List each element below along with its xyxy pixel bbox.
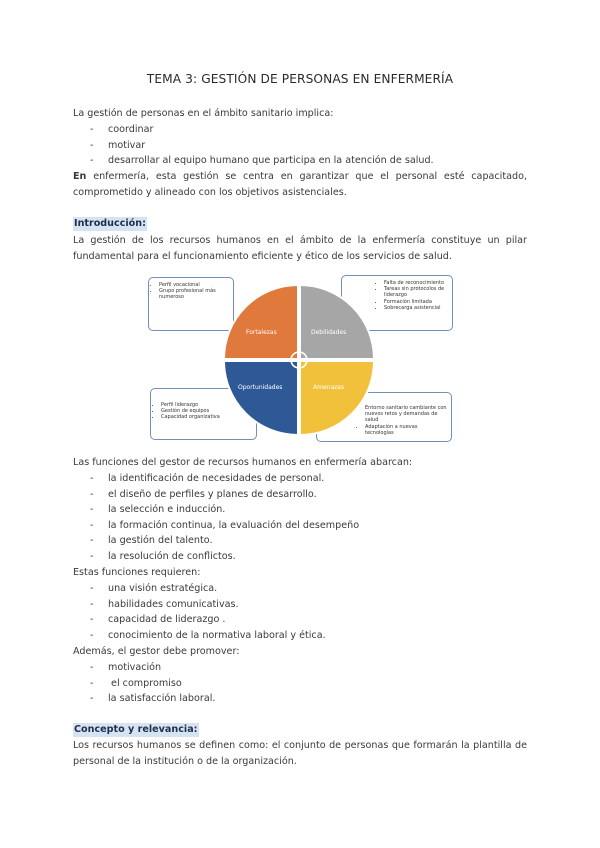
concepto-heading: Concepto y relevancia: xyxy=(74,724,198,735)
list-item: - motivación xyxy=(73,660,215,676)
list-item: • Adaptación a nuevas tecnologías xyxy=(365,424,447,436)
list-item: - la gestión del talento. xyxy=(73,533,359,549)
list-item: • Perfil liderazgo xyxy=(161,402,252,408)
list-item: - capacidad de liderazgo . xyxy=(73,612,326,628)
requieren-lead: Estas funciones requieren: xyxy=(73,567,201,578)
oportunidades-slice xyxy=(224,361,298,435)
list-item: - la resolución de conflictos. xyxy=(73,549,359,565)
list-item: • Perfil vocacional xyxy=(159,282,229,288)
list-item: • Grupo profesional más numeroso xyxy=(159,288,229,300)
funciones-list xyxy=(73,471,359,565)
introduccion-text: La gestión de los recursos humanos en el ámbito de la enfermería constituye un pilar fundamental para el funcionamiento eficiente y ético de los servicios de salud. xyxy=(73,235,527,262)
introduccion-heading: Introducción: xyxy=(74,218,146,229)
list-item: - el compromiso xyxy=(73,676,215,692)
requieren-list xyxy=(73,581,326,643)
amenazas-label: Amenazas xyxy=(313,384,345,391)
list-item: - el diseño de perfiles y planes de desarrollo. xyxy=(73,487,359,503)
list-item: • Entorno sanitario cambiante con nuevos retos y demandas de salud xyxy=(365,405,447,424)
list-item: - la formación continua, la evaluación del desempeño xyxy=(73,518,359,534)
debilidades-slice xyxy=(300,285,374,359)
list-item: - coordinar xyxy=(73,122,434,138)
list-item: • Falta de reconocimiento xyxy=(384,280,448,286)
list-item: • Gestión de equipos xyxy=(161,408,252,414)
list-item: - habilidades comunicativas. xyxy=(73,597,326,613)
intro-list xyxy=(73,122,434,169)
page-title: TEMA 3: GESTIÓN DE PERSONAS EN ENFERMERÍA xyxy=(146,72,454,86)
promover-lead: Además, el gestor debe promover: xyxy=(73,646,240,657)
list-item: - motivar xyxy=(73,138,434,154)
list-item: • Formación limitada xyxy=(384,299,448,305)
amenazas-slice xyxy=(300,361,374,435)
promover-list xyxy=(73,660,215,707)
funciones-lead: Las funciones del gestor de recursos humanos en enfermería abarcan: xyxy=(73,457,413,468)
list-item: • Sobrecarga asistencial xyxy=(384,305,448,311)
intro-paragraph-text: enfermería, esta gestión se centra en garantizar que el personal esté capacitado, comprometido y alineado con los objetivos asistenciales. xyxy=(73,171,527,198)
list-item: - la satisfacción laboral. xyxy=(73,691,215,707)
fortalezas-slice xyxy=(224,285,298,359)
list-item: - la selección e inducción. xyxy=(73,502,359,518)
intro-paragraph xyxy=(73,169,527,201)
list-item: • Tareas sin protocolos de liderazgo xyxy=(384,286,448,298)
list-item: • Capacidad organizativa xyxy=(161,414,252,420)
concepto-text: Los recursos humanos se definen como: el conjunto de personas que formarán la plantilla de personal de la institución o de la organización. xyxy=(73,740,527,767)
list-item: - conocimiento de la normativa laboral y ética. xyxy=(73,628,326,644)
intro-lead: La gestión de personas en el ámbito sanitario implica: xyxy=(73,108,334,119)
debilidades-label: Debilidades xyxy=(311,329,347,336)
fortalezas-label: Fortalezas xyxy=(246,329,277,336)
list-item: - una visión estratégica. xyxy=(73,581,326,597)
oportunidades-label: Oportunidades xyxy=(238,384,283,391)
bold-word: En xyxy=(73,171,87,182)
swot-diagram xyxy=(148,275,453,442)
list-item: - desarrollar al equipo humano que participa en la atención de salud. xyxy=(73,153,434,169)
list-item: - la identificación de necesidades de personal. xyxy=(73,471,359,487)
swot-circle xyxy=(148,275,453,442)
